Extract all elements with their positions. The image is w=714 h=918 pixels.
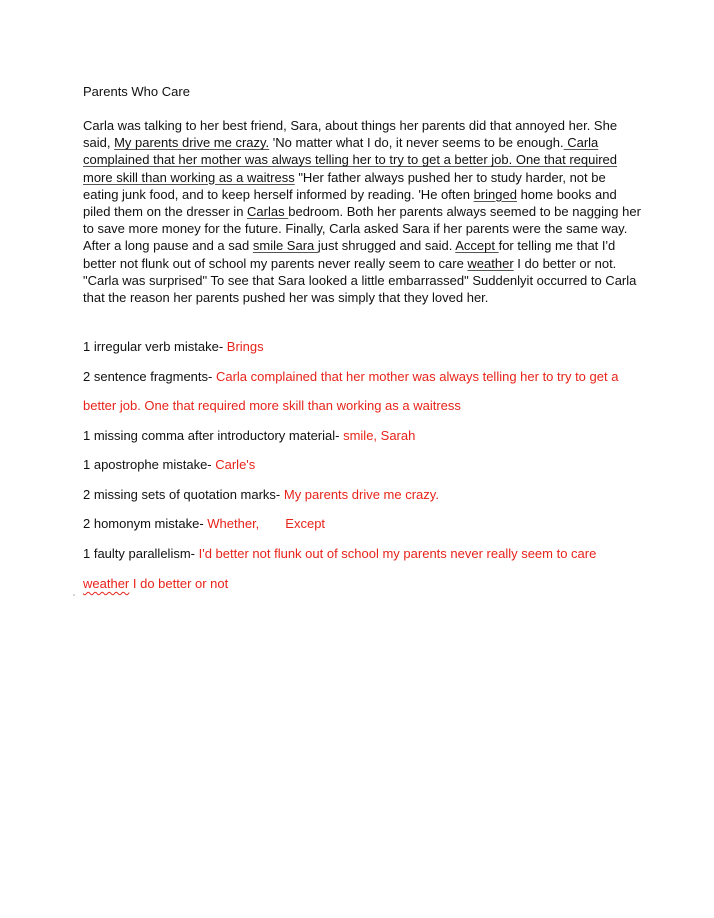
mistake-answer-continued — [83, 576, 228, 591]
underlined-phrase: smile Sara — [252, 238, 318, 254]
paragraph-text: "Her father always pushed her to study harder, not be eating junk food, and to keep herself informed by reading. 'He often — [83, 169, 606, 202]
essay-paragraph — [83, 117, 643, 306]
mistake-answer-second: Except — [285, 516, 326, 531]
underlined-phrase: My parents drive me crazy. — [114, 135, 270, 151]
mistake-label: 2 missing sets of quotation marks- — [83, 487, 284, 502]
mistake-item — [83, 369, 618, 384]
mistake-label: 1 missing comma after introductory material- — [83, 428, 344, 443]
document-title: Parents Who Care — [83, 84, 190, 99]
paragraph-text: I do better or not. "Carla was surprised" To see that Sara looked a little embarrassed" Suddenlyit occurred to Carla that the reason her parents pushed her was simply that they loved her. — [83, 255, 637, 306]
mistake-item — [83, 546, 596, 561]
mistake-label: 2 homonym mistake- — [83, 516, 208, 531]
paragraph-text: just shrugged and said. — [317, 238, 456, 254]
paragraph-text: Carla was talking to her best friend, Sara, about things her parents did that annoyed her. She said, — [83, 118, 618, 151]
mistake-answer-continued: better job. One that required more skill than working as a waitress — [83, 398, 461, 413]
mistake-label: 2 sentence fragments- — [83, 369, 216, 384]
mistake-item — [83, 457, 255, 472]
mistake-item — [83, 516, 325, 531]
underlined-phrase: weather — [467, 255, 514, 271]
mistake-answer: Brings — [226, 339, 264, 354]
stray-mark — [73, 594, 75, 596]
mistake-answer-rest: I do better or not — [129, 576, 229, 591]
paragraph-text: bedroom. Both her parents always seemed to be nagging her to save more money for the future. Finally, Carla asked Sara if her parents were the same way. After a long pause and a sad — [83, 204, 641, 254]
mistake-item — [83, 487, 439, 502]
mistake-answer: Carla complained that her mother was always telling her to try to get a — [215, 369, 619, 384]
mistake-label: 1 faulty parallelism- — [83, 546, 199, 561]
spellcheck-word: weather — [83, 576, 130, 591]
underlined-phrase: Accept — [455, 238, 499, 254]
mistake-label: 1 irregular verb mistake- — [83, 339, 227, 354]
underlined-phrase: Carla complained that her mother was always telling her to try to get a better job. One that required more skill than working as a waitress — [83, 135, 618, 185]
paragraph-text: 'No matter what I do, it never seems to be enough. — [269, 135, 564, 151]
mistake-item — [83, 428, 415, 443]
underlined-phrase: bringed — [473, 186, 517, 202]
mistake-answer: Whether, — [207, 516, 260, 531]
mistake-answer: smile, Sarah — [343, 428, 416, 443]
mistake-answer: I'd better not flunk out of school my parents never really seem to care — [198, 546, 597, 561]
mistake-label: 1 apostrophe mistake- — [83, 457, 216, 472]
mistake-answer: My parents drive me crazy. — [283, 487, 439, 502]
paragraph-text: home books and piled them on the dresser in — [83, 186, 617, 220]
mistake-item — [83, 339, 264, 354]
mistake-answer: Carle's — [215, 457, 256, 472]
paragraph-text: for telling me that I'd better not flunk out of school my parents never really seem to care — [83, 238, 616, 271]
underlined-phrase: Carlas — [247, 204, 289, 220]
